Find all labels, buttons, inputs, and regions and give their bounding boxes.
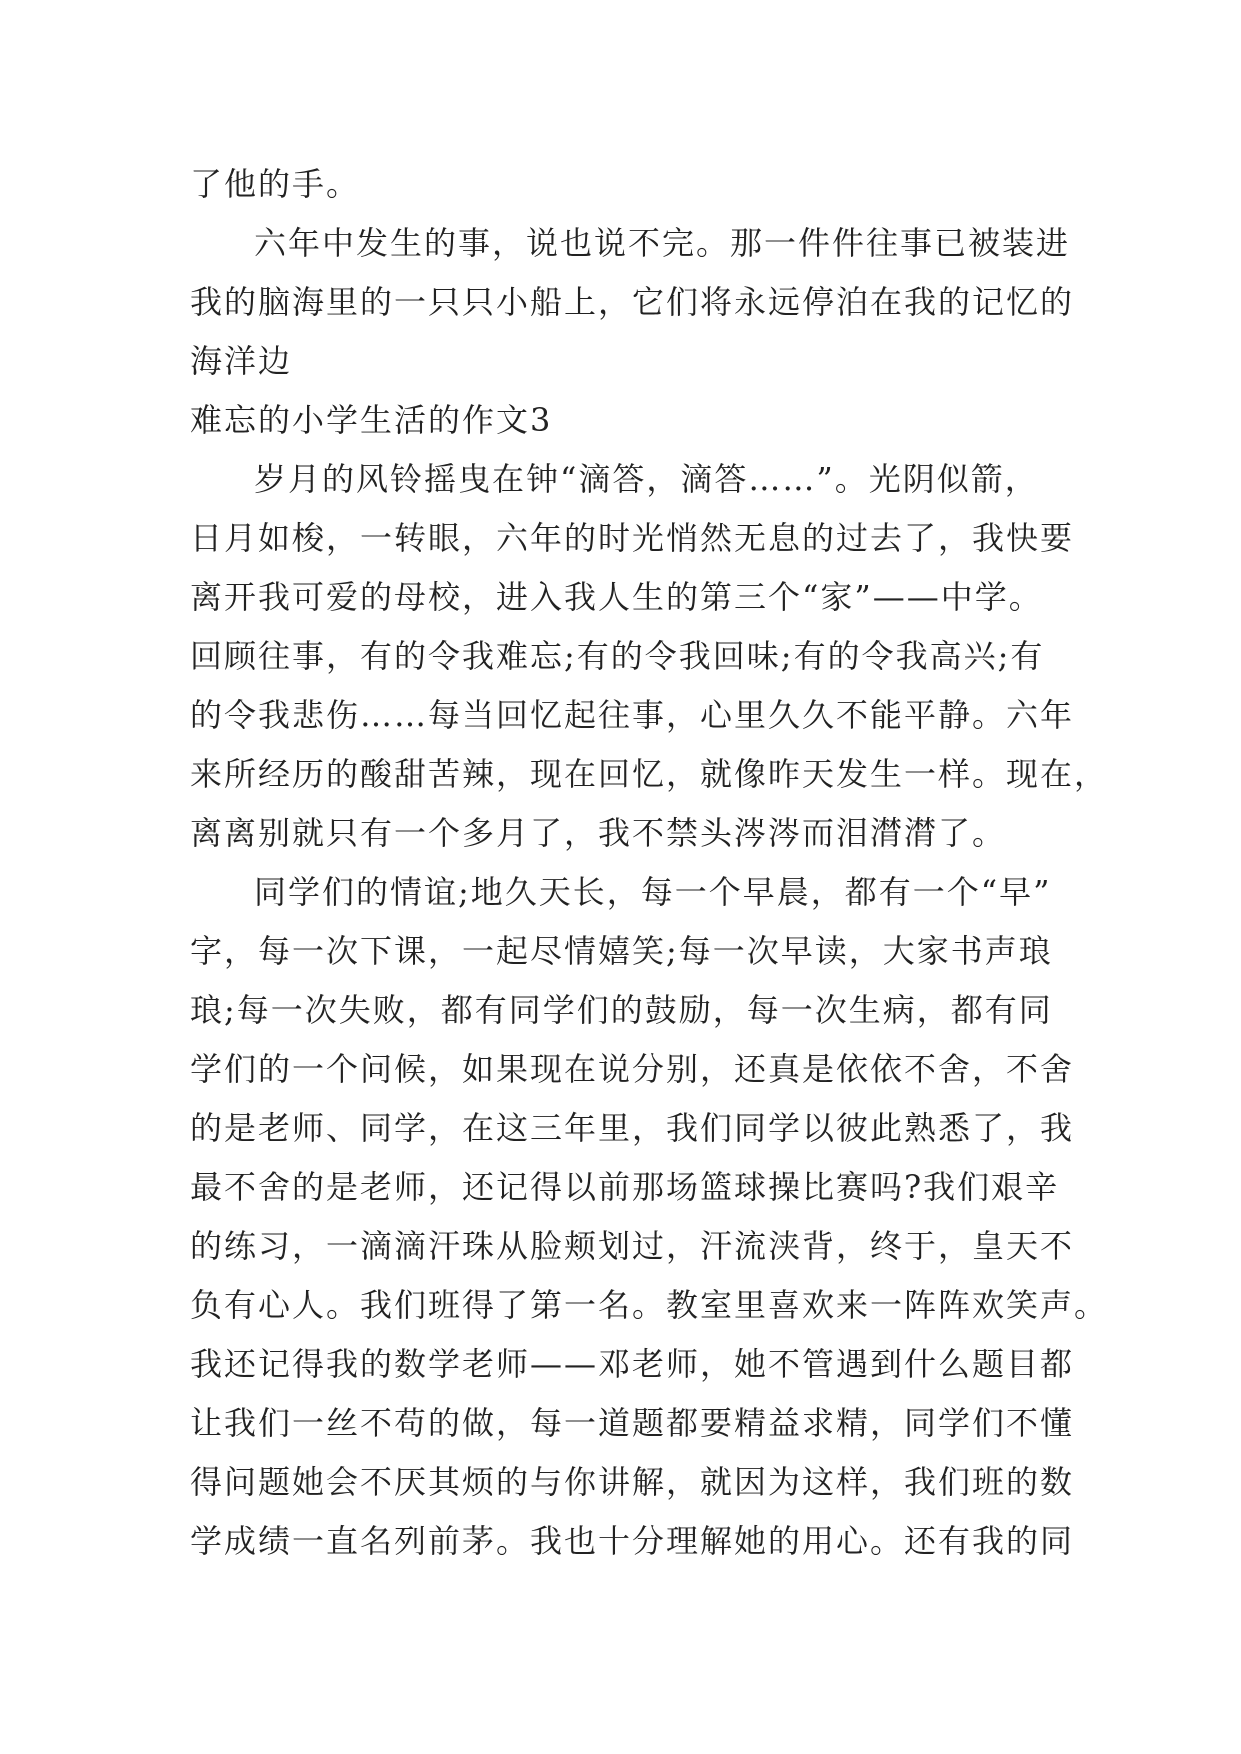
text-line: 离离别就只有一个多月了，我不禁头涔涔而泪潸潸了。 bbox=[190, 814, 1007, 852]
text-line: 字，每一次下课，一起尽情嬉笑;每一次早读，大家书声琅 bbox=[190, 932, 1053, 970]
text-line: 离开我可爱的母校，进入我人生的第三个“家”——中学。 bbox=[190, 578, 1043, 616]
text-line: 的是老师、同学，在这三年里，我们同学以彼此熟悉了，我 bbox=[190, 1109, 1075, 1147]
text-line: 海洋边 bbox=[190, 342, 293, 380]
text-line: 的练习，一滴滴汗珠从脸颊划过，汗流浃背，终于，皇天不 bbox=[190, 1227, 1075, 1265]
paragraph-line: 岁月的风铃摇曳在钟“滴答，滴答……”。光阴似箭， bbox=[254, 460, 1039, 498]
text-line: 让我们一丝不苟的做，每一道题都要精益求精，同学们不懂 bbox=[190, 1404, 1075, 1442]
text-line: 我的脑海里的一只只小船上，它们将永远停泊在我的记忆的 bbox=[190, 283, 1075, 321]
text-line: 负有心人。我们班得了第一名。教室里喜欢来一阵阵欢笑声。 bbox=[190, 1286, 1109, 1324]
text-line: 日月如梭，一转眼，六年的时光悄然无息的过去了，我快要 bbox=[190, 519, 1075, 557]
paragraph-line: 同学们的情谊;地久天长，每一个早晨，都有一个“早” bbox=[254, 873, 1052, 911]
paragraph-line: 六年中发生的事，说也说不完。那一件件往事已被装进 bbox=[254, 224, 1071, 262]
text-line: 得问题她会不厌其烦的与你讲解，就因为这样，我们班的数 bbox=[190, 1463, 1075, 1501]
section-heading: 难忘的小学生活的作文3 bbox=[190, 401, 553, 439]
text-line: 琅;每一次失败，都有同学们的鼓励，每一次生病，都有同 bbox=[190, 991, 1053, 1029]
text-line: 学成绩一直名列前茅。我也十分理解她的用心。还有我的同 bbox=[190, 1522, 1075, 1560]
text-line: 来所经历的酸甜苦辣，现在回忆，就像昨天发生一样。现在， bbox=[190, 755, 1109, 793]
text-line: 我还记得我的数学老师——邓老师，她不管遇到什么题目都 bbox=[190, 1345, 1075, 1383]
text-line: 最不舍的是老师，还记得以前那场篮球操比赛吗?我们艰辛 bbox=[190, 1168, 1060, 1206]
text-line: 学们的一个问候，如果现在说分别，还真是依依不舍，不舍 bbox=[190, 1050, 1075, 1088]
text-line: 的令我悲伤……每当回忆起往事，心里久久不能平静。六年 bbox=[190, 696, 1075, 734]
text-line: 了他的手。 bbox=[190, 165, 361, 203]
document-body bbox=[190, 155, 1109, 1571]
text-line: 回顾往事，有的令我难忘;有的令我回味;有的令我高兴;有 bbox=[190, 637, 1045, 675]
